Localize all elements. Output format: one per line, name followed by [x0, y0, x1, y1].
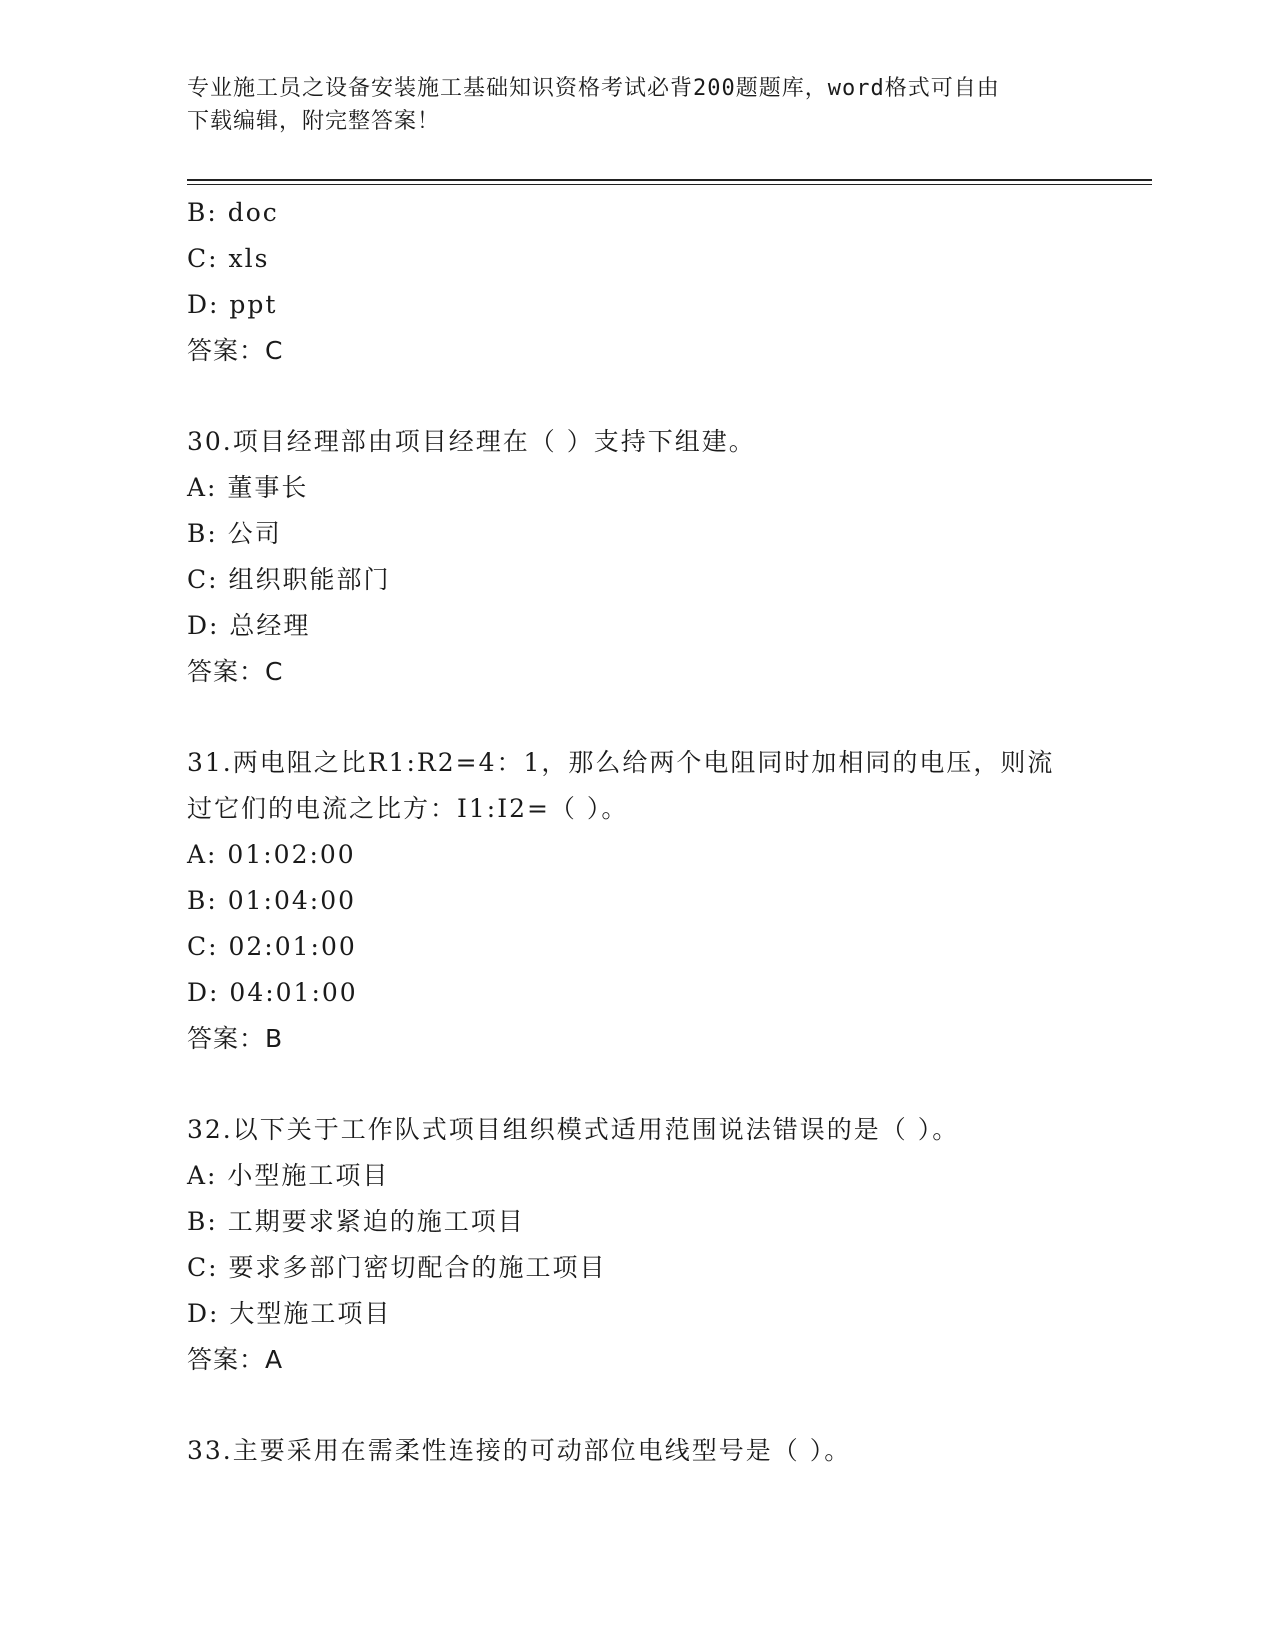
question-31 — [187, 740, 1107, 1062]
option-c: C: 组织职能部门 — [187, 565, 391, 594]
option-d: D: 04:01:00 — [187, 978, 358, 1007]
question-stem: 32.以下关于工作队式项目组织模式适用范围说法错误的是（ ）。 — [187, 1115, 960, 1144]
header-rule-thin — [187, 184, 1152, 185]
question-30 — [187, 419, 1107, 695]
question-32 — [187, 1107, 1107, 1383]
question-stem-line-1: 31.两电阻之比R1:R2=4：1，那么给两个电阻同时加相同的电压，则流 — [187, 748, 1055, 777]
option-c: C: xls — [187, 244, 270, 273]
question-stem: 33.主要采用在需柔性连接的可动部位电线型号是（ ）。 — [187, 1436, 852, 1465]
answer-line: 答案：B — [187, 1024, 284, 1053]
page-header — [187, 72, 1087, 138]
option-b: B: doc — [187, 198, 279, 227]
option-a: A: 董事长 — [187, 473, 309, 502]
spacer — [187, 1062, 1107, 1107]
option-a: A: 01:02:00 — [187, 840, 356, 869]
question-stem: 30.项目经理部由项目经理在（ ）支持下组建。 — [187, 427, 756, 456]
option-b: B: 01:04:00 — [187, 886, 357, 915]
option-d: D: 总经理 — [187, 611, 311, 640]
question-stem-line-2: 过它们的电流之比方：I1:I2=（ ）。 — [187, 794, 629, 823]
option-d: D: ppt — [187, 290, 278, 319]
answer-line: 答案：C — [187, 336, 284, 365]
option-c: C: 要求多部门密切配合的施工项目 — [187, 1253, 607, 1282]
question-list — [187, 190, 1107, 1474]
header-line-2: 下载编辑，附完整答案！ — [187, 109, 441, 134]
option-a: A: 小型施工项目 — [187, 1161, 390, 1190]
option-b: B: 公司 — [187, 519, 282, 548]
spacer — [187, 374, 1107, 419]
question-33 — [187, 1428, 1107, 1474]
answer-line: 答案：C — [187, 657, 284, 686]
answer-line: 答案：A — [187, 1345, 284, 1374]
spacer — [187, 695, 1107, 740]
question-29-continued — [187, 190, 1107, 374]
option-c: C: 02:01:00 — [187, 932, 357, 961]
spacer — [187, 1383, 1107, 1428]
option-b: B: 工期要求紧迫的施工项目 — [187, 1207, 525, 1236]
header-rule-thick — [187, 179, 1152, 181]
option-d: D: 大型施工项目 — [187, 1299, 392, 1328]
header-line-1: 专业施工员之设备安装施工基础知识资格考试必背200题题库，word格式可自由 — [187, 76, 1000, 101]
